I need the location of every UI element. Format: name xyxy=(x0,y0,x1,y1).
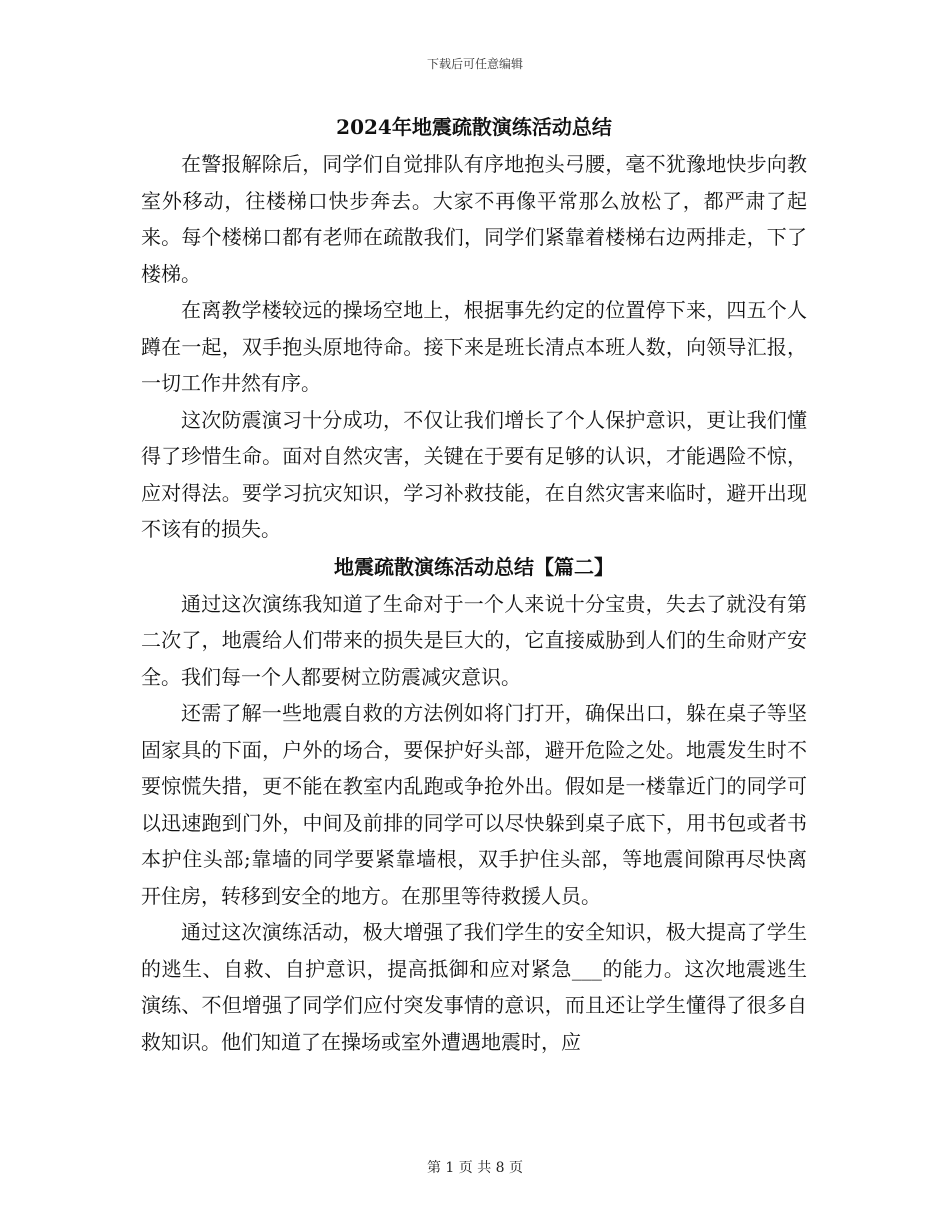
document-title: 2024年地震疏散演练活动总结 xyxy=(336,115,612,139)
paragraph: 在警报解除后，同学们自觉排队有序地抱头弓腰，毫不犹豫地快步向教室外移动，往楼梯口快步奔去。大家不再像平常那么放松了，都严肃了起来。每个楼梯口都有老师在疏散我们，同学们紧靠着楼梯右边两排走，下了楼梯。 xyxy=(141,152,807,286)
paragraph: 这次防震演习十分成功，不仅让我们增长了个人保护意识，更让我们懂得了珍惜生命。面对自然灾害，关键在于要有足够的认识，才能遇险不惊，应对得法。要学习抗灾知识，学习补救技能，在自然灾害来临时，避开出现不该有的损失。 xyxy=(141,407,807,541)
section-title: 地震疏散演练活动总结【篇二】 xyxy=(334,554,614,579)
document-body xyxy=(141,108,807,1060)
page-footer: 第 1 页 共 8 页 xyxy=(426,1160,524,1176)
header-note: 下载后可任意编辑 xyxy=(426,57,523,71)
paragraph: 通过这次演练我知道了生命对于一个人来说十分宝贵，失去了就没有第二次了，地震给人们带来的损失是巨大的，它直接威胁到人们的生命财产安全。我们每一个人都要树立防震减灾意识。 xyxy=(141,591,807,689)
paragraph: 在离教学楼较远的操场空地上，根据事先约定的位置停下来，四五个人蹲在一起，双手抱头原地待命。接下来是班长清点本班人数，向领导汇报，一切工作井然有序。 xyxy=(141,298,807,395)
paragraph: 还需了解一些地震自救的方法例如将门打开，确保出口，躲在桌子等坚固家具的下面，户外的场合，要保护好头部，避开危险之处。地震发生时不要惊慌失措，更不能在教室内乱跑或争抢外出。假如是一楼靠近门的同学可以迅速跑到门外，中间及前排的同学可以尽快躲到桌子底下，用书包或者书本护住头部;靠墙的同学要紧靠墙根，双手护住头部，等地震间隙再尽快离开住房，转移到安全的地方。在那里等待救援人员。 xyxy=(141,701,807,908)
paragraph: 通过这次演练活动，极大增强了我们学生的安全知识，极大提高了学生的逃生、自救、自护意识，提高抵御和应对紧急___的能力。这次地震逃生演练、不但增强了同学们应付突发事情的意识，而且还让学生懂得了很多自救知识。他们知道了在操场或室外遭遇地震时，应 xyxy=(141,920,807,1054)
